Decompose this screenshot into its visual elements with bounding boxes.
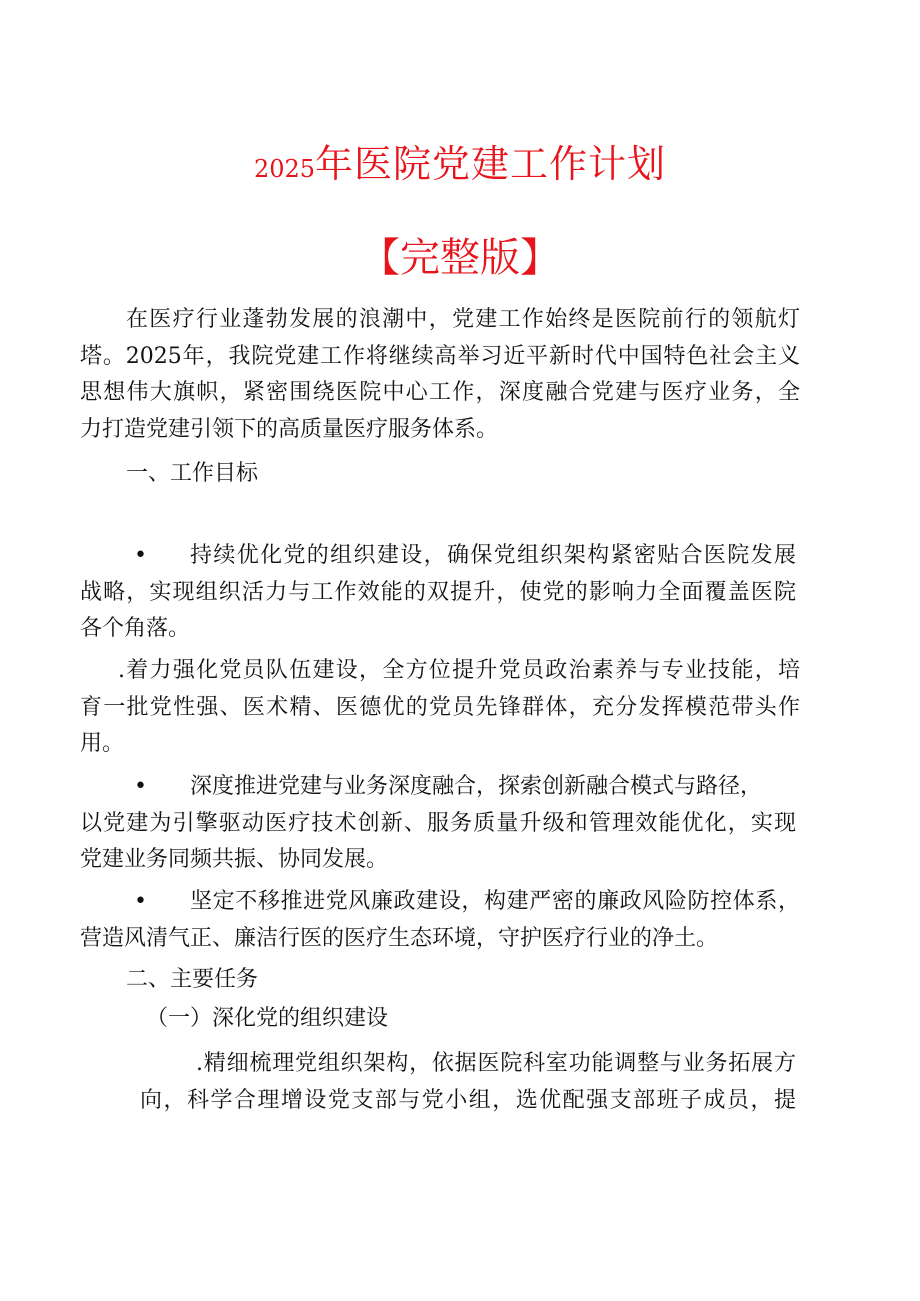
intro-line: 塔。2025年，我院党建工作将继续高举习近平新时代中国特色社会主义 xyxy=(80,343,800,369)
goal-paragraph xyxy=(80,884,800,957)
goal-line: 以党建为引擎驱动医疗技术创新、服务质量升级和管理效能优化，实现 xyxy=(80,810,796,836)
subsection-heading: （一）深化党的组织建设 xyxy=(146,1006,389,1031)
document-subtitle: 【完整版】 xyxy=(360,235,560,281)
goal-paragraph xyxy=(80,653,800,763)
goal-paragraph xyxy=(80,769,796,879)
bullet-icon: • xyxy=(134,889,147,914)
intro-line: 思想伟大旗帜，紧密围绕医院中心工作，深度融合党建与医疗业务，全 xyxy=(80,380,800,405)
goal-line: 各个角落。 xyxy=(80,616,191,641)
bullet-icon: • xyxy=(134,774,147,799)
title-text: 年医院党建工作计划 xyxy=(315,142,667,186)
intro-line: 在医疗行业蓬勃发展的浪潮中，党建工作始终是医院前行的领航灯 xyxy=(126,307,800,332)
task-paragraph xyxy=(140,1046,796,1119)
task-line: 向，科学合理增设党支部与党小组，选优配强支部班子成员，提 xyxy=(140,1087,796,1113)
goal-line: 坚定不移推进党风廉政建设，构建严密的廉政风险防控体系， xyxy=(190,889,800,914)
goal-line: 营造风清气正、廉洁行医的医疗生态环境，守护医疗行业的净土。 xyxy=(80,925,719,951)
goal-line: 深度推进党建与业务深度融合，探索创新融合模式与路径， xyxy=(190,774,763,799)
goal-line: 持续优化党的组织建设，确保党组织架构紧密贴合医院发展 xyxy=(190,543,796,568)
goal-line: 育一批党性强、医术精、医德优的党员先锋群体，充分发挥模范带头作 xyxy=(80,694,800,720)
bullet-icon: • xyxy=(134,543,147,568)
intro-paragraph xyxy=(80,302,800,448)
section-heading-goals: 一、工作目标 xyxy=(126,461,259,486)
goal-line: .着力强化党员队伍建设，全方位提升党员政治素养与专业技能，培 xyxy=(118,658,800,683)
goal-paragraph xyxy=(80,538,796,648)
goal-line: 用。 xyxy=(80,731,125,756)
goal-line: 党建业务同频共振、协同发展。 xyxy=(80,847,389,872)
title-year: 2025 xyxy=(253,155,316,183)
intro-line: 力打造党建引领下的高质量医疗服务体系。 xyxy=(80,416,499,442)
goal-line: 战略，实现组织活力与工作效能的双提升，使党的影响力全面覆盖医院 xyxy=(80,579,796,605)
section-heading-tasks: 二、主要任务 xyxy=(126,967,259,992)
task-line: .精细梳理党组织架构，依据医院科室功能调整与业务拓展方 xyxy=(196,1051,796,1076)
document-title xyxy=(0,138,920,195)
